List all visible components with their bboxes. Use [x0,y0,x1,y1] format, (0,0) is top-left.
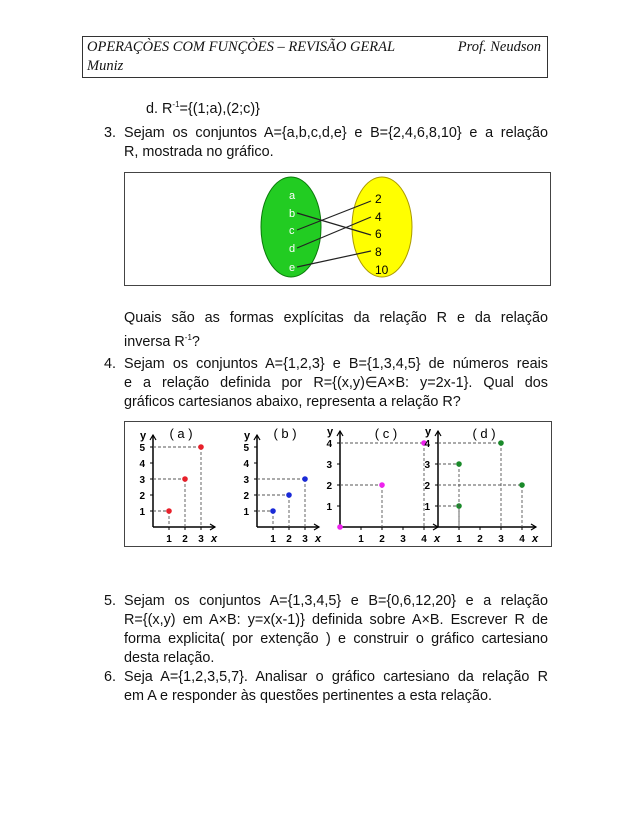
chart-0-xtick-label-2: 2 [182,534,188,545]
chart-2-xtick-label-3: 3 [400,534,406,545]
q6-number: 6. [104,669,117,685]
q6-line2: em A e responder às questões pertinentes a esta relação. [124,688,492,704]
q4-number: 4. [104,356,117,372]
set-b-elem-4: 4 [375,210,382,224]
item-d-sup: -1 [172,100,180,109]
chart-1-ytick-label-3: 3 [243,475,249,486]
chart-3-point-1 [456,461,462,467]
chart-2-ytick-label-4: 4 [326,439,332,450]
q3-line1: Sejam os conjuntos A={a,b,c,d,e} e B={2,4,6,8,10} e a relação [124,125,548,141]
item-d-prefix: d. R [146,100,173,117]
chart-0-xtick-label-3: 3 [198,534,204,545]
chart-1-title: ( b ) [273,426,297,441]
q6-line1: Seja A={1,2,3,5,7}. Analisar o gráfico cartesiano da relação R [124,669,548,685]
chart-3-ytick-label-1: 1 [424,502,430,513]
chart-0-point-0 [166,508,172,514]
chart-1-xtick-label-1: 1 [270,534,276,545]
chart-1-x-label: x [315,533,322,545]
set-a-elem-b: b [289,208,296,220]
q4-line1: Sejam os conjuntos A={1,2,3} e B={1,3,4,5} de números reais [124,356,548,372]
chart-1-ytick-label-1: 1 [243,507,249,518]
header-author: Prof. Neudson [457,39,541,55]
chart-0-x-label: x [211,533,218,545]
chart-0-ytick-label-1: 1 [139,507,145,518]
chart-2-title: ( c ) [374,426,398,441]
chart-1-point-0 [270,508,276,514]
chart-3-xtick-label-2: 2 [477,534,483,545]
q4-line3: gráficos cartesianos abaixo, representa a relação R? [124,394,461,410]
chart-0-y-label: y [140,430,147,442]
q3-number: 3. [104,125,117,141]
chart-2-ytick-label-2: 2 [326,481,332,492]
chart-0-ytick-label-3: 3 [139,475,145,486]
set-b-elem-8: 8 [375,245,382,259]
chart-1-point-1 [286,492,292,498]
chart-3-x-label: x [532,533,539,545]
item-d [146,95,260,119]
chart-3-point-2 [498,440,504,446]
charts-frame [124,421,552,547]
q4-line2: e a relação definida por R={(x,y)∈A×B: y=2x-1}. Qual dos [124,375,548,391]
chart-2-ytick-label-1: 1 [326,502,332,513]
chart-2-point-0 [337,524,343,530]
q3-question-sup: -1 [184,333,192,342]
set-a-elem-d: d [289,243,296,255]
header-title: OPERAÇÒES COM FUNÇÒES – REVISÃO GERAL [87,39,396,55]
q3-line2: R, mostrada no gráfico. [124,144,274,160]
q3-question-line1: Quais são as formas explícitas da relação R e da relação [124,310,548,326]
chart-3-xtick-label-4: 4 [519,534,525,545]
set-b-ellipse [352,177,412,277]
q5-line2: R={(x,y) em A×B: y=x(x-1)} definida sobre A×B. Escrever R de [124,612,548,628]
set-b-elem-10: 10 [375,263,389,277]
chart-0-ytick-label-2: 2 [139,491,145,502]
chart-3-point-3 [519,482,525,488]
chart-0-ytick-label-5: 5 [139,443,145,454]
q3-question-post: ? [191,333,200,350]
set-a-elem-a: a [289,190,296,202]
chart-0-ytick-label-4: 4 [139,459,145,470]
q5-line4: desta relação. [124,650,215,666]
set-a-elem-c: c [289,225,295,237]
chart-2-xtick-label-1: 1 [358,534,364,545]
chart-3-ytick-label-3: 3 [424,460,430,471]
chart-3-ytick-label-4: 4 [424,439,430,450]
chart-2-point-1 [379,482,385,488]
chart-1-ytick-label-2: 2 [243,491,249,502]
chart-3-ytick-label-2: 2 [424,481,430,492]
chart-3-y-label: y [425,426,432,438]
chart-3-xtick-label-3: 3 [498,534,504,545]
q5-number: 5. [104,593,117,609]
q3-question-pre: inversa R [124,333,185,350]
relation-diagram-frame [124,172,551,286]
chart-1-xtick-label-2: 2 [286,534,292,545]
chart-3-title: ( d ) [472,426,496,441]
chart-1-y-label: y [244,430,251,442]
relation-diagram [125,173,550,285]
chart-2-xtick-label-4: 4 [421,534,427,545]
header-author-cont: Muniz [87,58,124,74]
chart-0-xtick-label-1: 1 [166,534,172,545]
chart-1-xtick-label-3: 3 [302,534,308,545]
chart-1-point-2 [302,476,308,482]
chart-1-ytick-label-5: 5 [243,443,249,454]
chart-2-y-label: y [327,426,334,438]
q5-line1: Sejam os conjuntos A={1,3,4,5} e B={0,6,12,20} e a relação [124,593,548,609]
chart-2-xtick-label-2: 2 [379,534,385,545]
item-d-rest: ={(1;a),(2;c)} [179,100,260,117]
set-a-elem-e: e [289,262,296,274]
page-header [82,36,548,78]
cartesian-charts [125,422,551,546]
chart-3-xtick-label-1: 1 [456,534,462,545]
chart-1-ytick-label-4: 4 [243,459,249,470]
chart-0-point-1 [182,476,188,482]
q3-question-line2 [124,328,200,352]
chart-0-title: ( a ) [169,426,193,441]
set-b-elem-2: 2 [375,192,382,206]
chart-2-x-label: x [434,533,441,545]
set-b-elem-6: 6 [375,227,382,241]
chart-2-ytick-label-3: 3 [326,460,332,471]
q5-line3: forma explicita( por extenção ) e construir o gráfico cartesiano [124,631,548,647]
chart-0-point-2 [198,444,204,450]
